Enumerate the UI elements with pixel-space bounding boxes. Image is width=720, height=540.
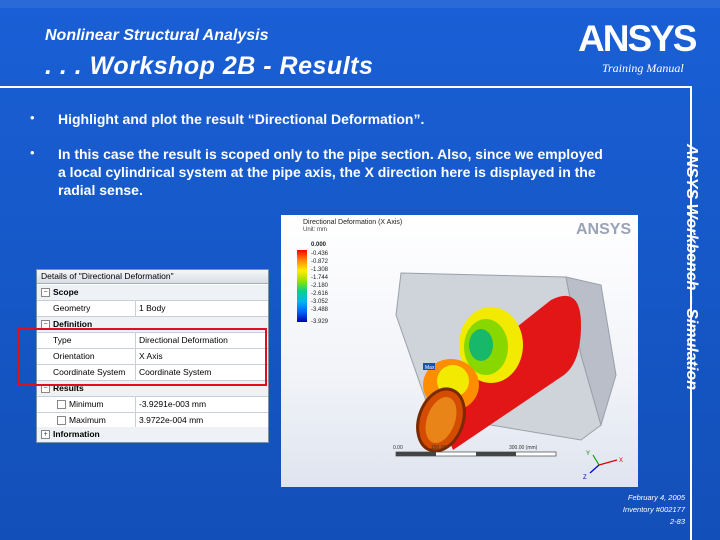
legend-value: -0.436 xyxy=(311,251,329,257)
details-heading: Details of "Directional Deformation" xyxy=(37,270,268,284)
triad-x-label: X xyxy=(619,458,624,464)
render-title: Directional Deformation (X Axis) xyxy=(303,219,403,226)
column-divider xyxy=(135,397,136,412)
ansys-logo-text: ANSYS xyxy=(578,18,696,58)
legend-value: -1.744 xyxy=(311,275,329,281)
triad-y-label: Y xyxy=(586,451,591,457)
row-value: 3.9722e-004 mm xyxy=(139,415,204,425)
details-section-information[interactable] xyxy=(37,427,268,442)
bullet-1-symbol: • xyxy=(30,110,35,125)
parameter-checkbox[interactable] xyxy=(57,416,66,425)
footer-page: 2-83 xyxy=(669,517,685,526)
legend-max: 0.000 xyxy=(311,242,327,248)
svg-text:ANSYS: ANSYS xyxy=(576,221,632,238)
slide-title-line1: Nonlinear Structural Analysis xyxy=(45,27,269,44)
section-label: Definition xyxy=(53,319,93,329)
render-unit: Unit: mm xyxy=(303,227,327,233)
max-tag: Max xyxy=(425,365,435,371)
row-value[interactable]: Directional Deformation xyxy=(139,335,228,345)
collapse-icon[interactable]: − xyxy=(41,288,50,297)
bullet-2-symbol: • xyxy=(30,145,35,160)
scale-tick: 0.00 xyxy=(393,445,403,451)
slide-title-line2: . . . Workshop 2B - Results xyxy=(45,52,374,80)
legend-value: -1.308 xyxy=(311,267,329,273)
legend-value: -3.488 xyxy=(311,307,329,313)
scale-tick: 150.00 xyxy=(431,445,447,451)
column-divider xyxy=(135,413,136,428)
details-row-minimum[interactable] xyxy=(37,397,268,413)
legend-value: -2.180 xyxy=(311,283,329,289)
row-label: Type xyxy=(53,335,72,345)
section-label: Information xyxy=(53,429,100,439)
row-value[interactable]: X Axis xyxy=(139,351,163,361)
sidebar-title: ANSYS Workbench – Simulation xyxy=(683,144,700,390)
row-label: Maximum xyxy=(69,415,106,425)
row-value[interactable]: Coordinate System xyxy=(139,367,212,377)
footer-date: February 4, 2005 xyxy=(627,493,685,502)
legend-value: -3.052 xyxy=(311,299,329,305)
top-band xyxy=(0,0,720,8)
result-render-view[interactable] xyxy=(281,215,638,487)
ansys-logo xyxy=(578,18,710,58)
legend-value: -2.616 xyxy=(311,291,329,297)
footer-inventory: Inventory #002177 xyxy=(622,505,685,514)
row-label: Coordinate System xyxy=(53,367,126,377)
collapse-icon[interactable]: − xyxy=(41,320,50,329)
legend-value: -0.872 xyxy=(311,259,329,265)
training-manual-label: Training Manual xyxy=(602,61,684,75)
expand-icon[interactable]: + xyxy=(41,430,50,439)
row-value[interactable]: 1 Body xyxy=(139,303,166,313)
column-divider xyxy=(135,301,136,316)
details-row-geometry[interactable] xyxy=(37,301,268,317)
bullet-1-text: Highlight and plot the result “Directional Deformation”. xyxy=(58,111,425,127)
row-label: Geometry xyxy=(53,303,91,313)
parameter-checkbox[interactable] xyxy=(57,400,66,409)
highlight-box xyxy=(18,328,267,386)
bullet-2-text: In this case the result is scoped only to the pipe section. Also, since we employed a local cylindrical system at the pipe axis, the X direction here is displayed in the radial sense. xyxy=(58,146,603,198)
section-label: Scope xyxy=(53,287,79,297)
row-label: Orientation xyxy=(53,351,95,361)
details-section-scope[interactable] xyxy=(37,285,268,301)
row-label: Minimum xyxy=(69,399,104,409)
scale-tick: 300.00 (mm) xyxy=(509,445,538,451)
collapse-icon[interactable]: − xyxy=(41,384,50,393)
model-geometry xyxy=(281,215,638,487)
triad-z-label: Z xyxy=(583,475,587,481)
header-divider xyxy=(0,86,690,88)
section-label: Results xyxy=(53,383,84,393)
row-value: -3.9291e-003 mm xyxy=(139,399,207,409)
legend-min: -3.929 xyxy=(311,319,329,325)
